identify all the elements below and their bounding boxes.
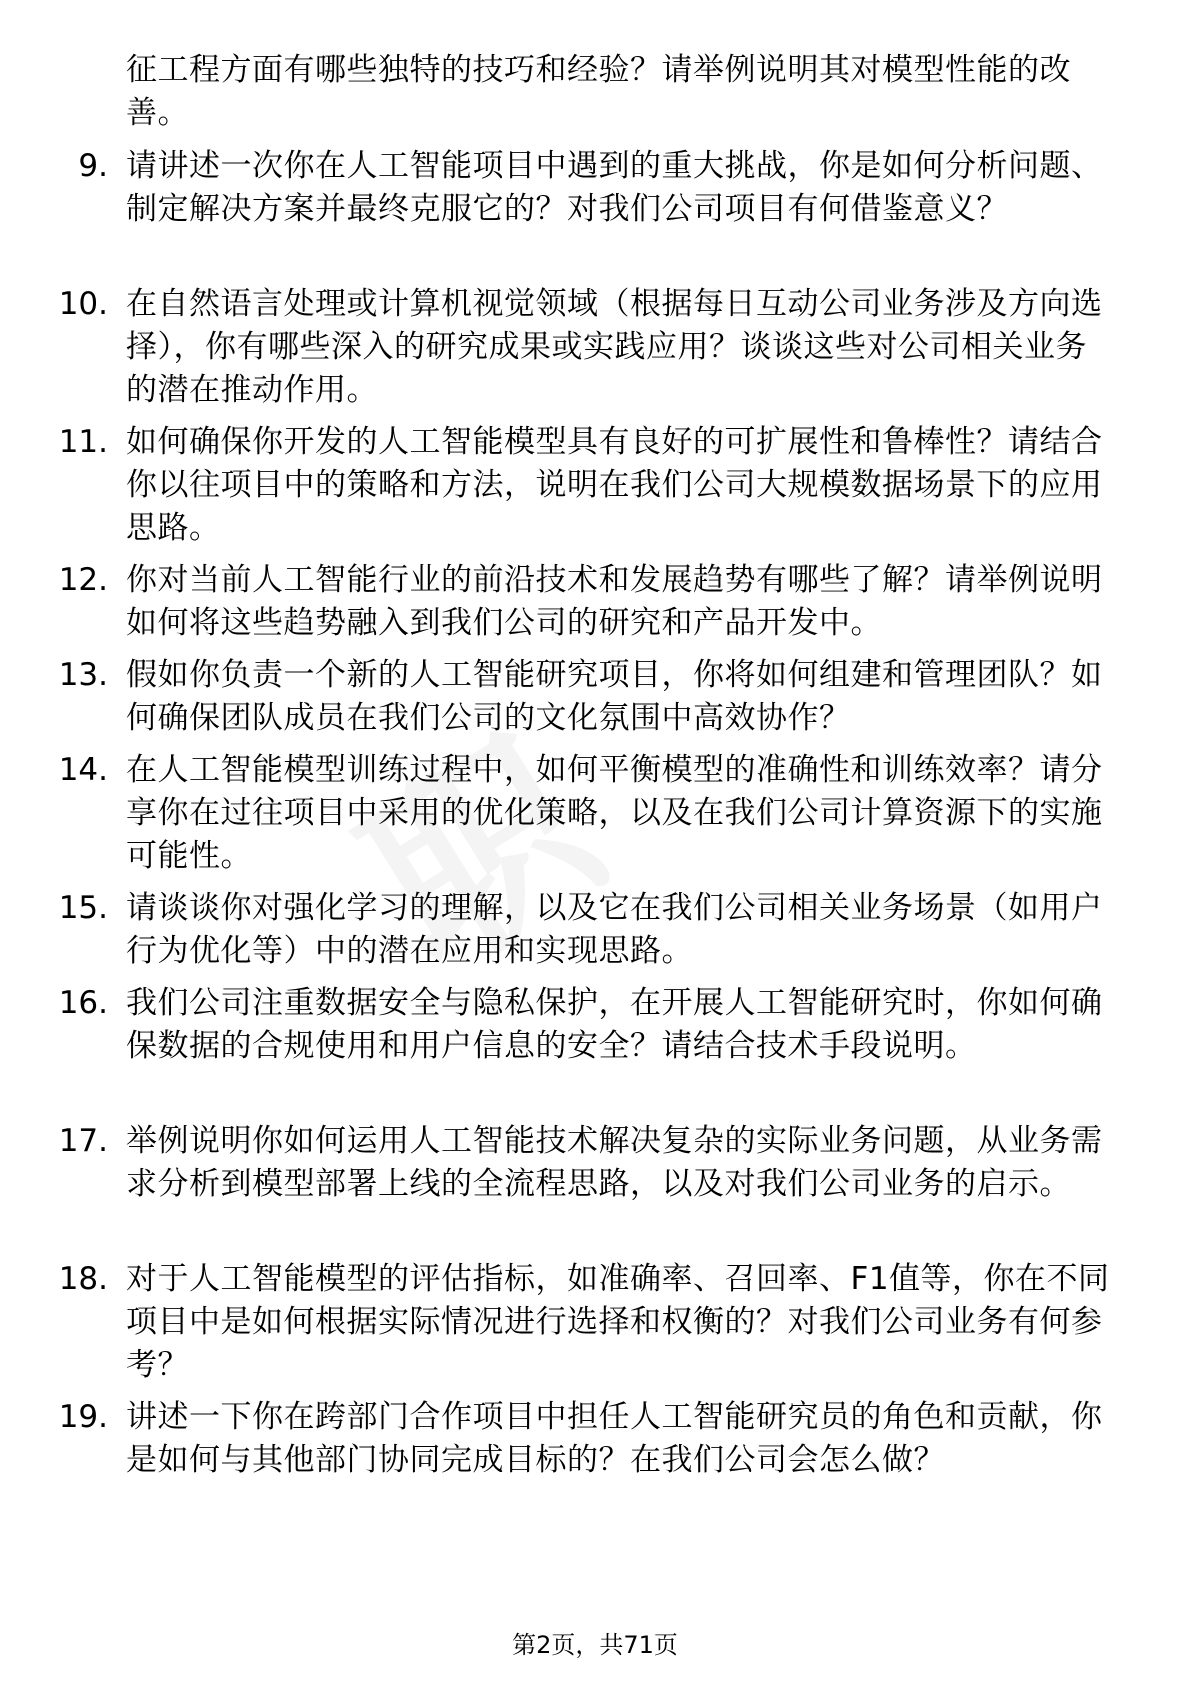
item-number: 18. [58,1261,108,1297]
item-number: 17. [58,1123,108,1159]
item-text: 讲述一下你在跨部门合作项目中担任人工智能研究员的角色和贡献，你是如何与其他部门协同完成目标的？在我们公司会怎么做？ [126,1399,1103,1478]
item-number: 9. [78,148,108,184]
item-text: 假如你负责一个新的人工智能研究项目，你将如何组建和管理团队？如何确保团队成员在我们公司的文化氛围中高效协作？ [126,657,1103,736]
item-number: 13. [58,657,108,693]
item-number: 16. [58,985,108,1021]
item-text: 你对当前人工智能行业的前沿技术和发展趋势有哪些了解？请举例说明如何将这些趋势融入到我们公司的研究和产品开发中。 [126,562,1103,641]
item-text: 在自然语言处理或计算机视觉领域（根据每日互动公司业务涉及方向选择），你有哪些深入的研究成果或实践应用？谈谈这些对公司相关业务的潜在推动作用。 [126,286,1103,408]
item-text: 举例说明你如何运用人工智能技术解决复杂的实际业务问题，从业务需求分析到模型部署上线的全流程思路，以及对我们公司业务的启示。 [126,1123,1103,1202]
item-number: 15. [58,890,108,926]
item-number: 10. [58,286,108,322]
page-footer [0,1630,1190,1660]
item-number: 19. [58,1399,108,1435]
item-text: 征工程方面有哪些独特的技巧和经验？请举例说明其对模型性能的改善。 [126,52,1071,131]
item-text: 请谈谈你对强化学习的理解，以及它在我们公司相关业务场景（如用户行为优化等）中的潜在应用和实现思路。 [126,890,1103,969]
item-text: 如何确保你开发的人工智能模型具有良好的可扩展性和鲁棒性？请结合你以往项目中的策略和方法，说明在我们公司大规模数据场景下的应用思路。 [126,424,1103,546]
item-text: 请讲述一次你在人工智能项目中遇到的重大挑战，你是如何分析问题、制定解决方案并最终克服它的？对我们公司项目有何借鉴意义？ [126,148,1103,227]
item-text: 我们公司注重数据安全与隐私保护，在开展人工智能研究时，你如何确保数据的合规使用和用户信息的安全？请结合技术手段说明。 [126,985,1103,1064]
page-number-label: 第2页，共71页 [512,1631,678,1659]
item-number: 14. [58,752,108,788]
item-number: 12. [58,562,108,598]
item-text: 在人工智能模型训练过程中，如何平衡模型的准确性和训练效率？请分享你在过往项目中采用的优化策略，以及在我们公司计算资源下的实施可能性。 [126,752,1103,874]
item-number: 11. [58,424,108,460]
item-text: 对于人工智能模型的评估指标，如准确率、召回率、F1值等，你在不同项目中是如何根据实际情况进行选择和权衡的？对我们公司业务有何参考？ [126,1261,1110,1383]
